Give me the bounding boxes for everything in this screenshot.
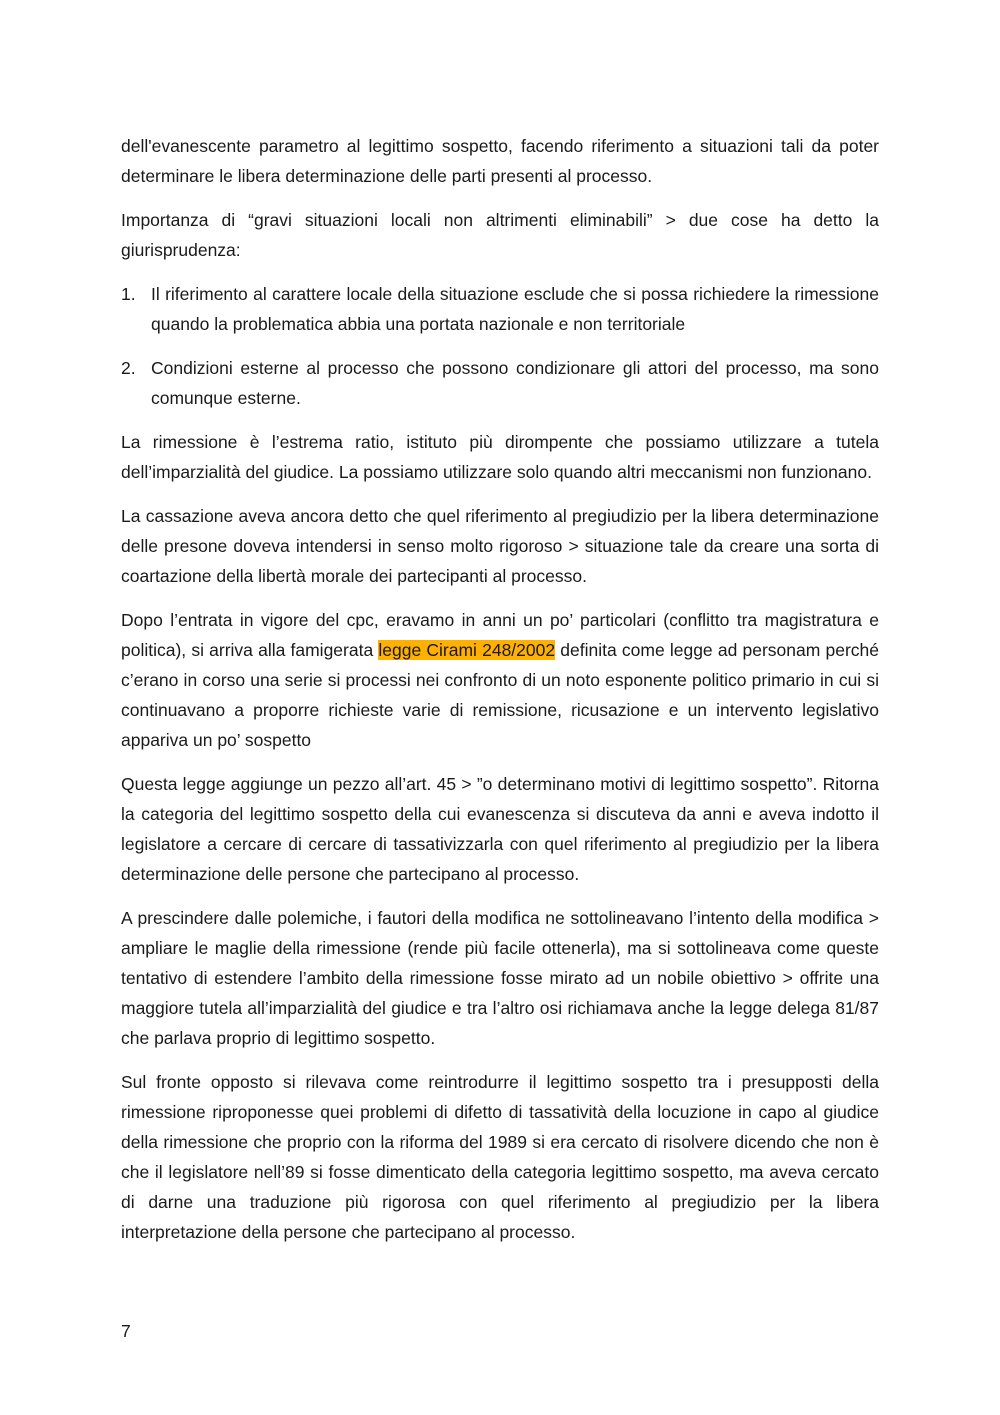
paragraph-text-after: definita come legge ad personam perché c’erano in corso una serie si processi nei confronto di un noto esponente politico primario in cui si continuavano a proporre richieste varie di remissione, ricusazione e un intervento legislativo appariva un po’ sospetto (121, 640, 879, 750)
page-number: 7 (121, 1321, 131, 1341)
highlighted-text: legge Cirami 248/2002 (378, 640, 556, 660)
paragraph-polemiche: A prescindere dalle polemiche, i fautori della modifica ne sottolineavano l’intento della modifica > ampliare le maglie della rimessione (rende più facile ottenerla), ma si sottolineava come queste tentativo di estendere l’ambito della rimessione fosse mirato ad un nobile obiettivo > offrite una maggiore tutela all’imparzialità del giudice e tra l’altro osi richiamava anche la legge delega 81/87 che parlava proprio di legittimo sospetto. (121, 908, 879, 1048)
numbered-list (121, 279, 879, 413)
list-item-text: Condizioni esterne al processo che possono condizionare gli attori del processo, ma sono comunque esterne. (151, 358, 879, 408)
list-number: 2. (121, 358, 136, 378)
list-item (121, 279, 879, 339)
paragraph-legge-cirami (121, 605, 879, 755)
document-page (121, 131, 879, 1261)
paragraph-fronte-opposto: Sul fronte opposto si rilevava come reintrodurre il legittimo sospetto tra i presupposti della rimessione riproponesse quei problemi di difetto di tassatività della locuzione in capo al giudice della rimessione che proprio con la riforma del 1989 si era cercato di risolvere dicendo che non è che il legislatore nell’89 si fosse dimenticato della categoria legittimo sospetto, ma aveva cercato di darne una traduzione più rigorosa con quel riferimento al pregiudizio per la libera interpretazione della persone che partecipano al processo. (121, 1072, 879, 1242)
list-number: 1. (121, 284, 136, 304)
list-item-text: Il riferimento al carattere locale della situazione esclude che si possa richiedere la rimessione quando la problematica abbia una portata nazionale e non territoriale (151, 284, 879, 334)
list-item (121, 353, 879, 413)
paragraph-legittimo-sospetto: dell'evanescente parametro al legittimo sospetto, facendo riferimento a situazioni tali da poter determinare le libera determinazione delle parti presenti al processo. (121, 136, 879, 186)
paragraph-cassazione: La cassazione aveva ancora detto che quel riferimento al pregiudizio per la libera determinazione delle presone doveva intendersi in senso molto rigoroso > situazione tale da creare una sorta di coartazione della libertà morale dei partecipanti al processo. (121, 506, 879, 586)
paragraph-art-45: Questa legge aggiunge un pezzo all’art. 45 > ”o determinano motivi di legittimo sospetto”. Ritorna la categoria del legittimo sospetto della cui evanescenza si discuteva da anni e aveva indotto il legislatore a cercare di cercare di tassativizzarla con quel riferimento al pregiudizio per la libera determinazione delle persone che partecipano al processo. (121, 774, 879, 884)
paragraph-importanza: Importanza di “gravi situazioni locali non altrimenti eliminabili” > due cose ha detto la giurisprudenza: (121, 210, 879, 260)
paragraph-rimessione: La rimessione è l’estrema ratio, istituto più dirompente che possiamo utilizzare a tutela dell’imparzialità del giudice. La possiamo utilizzare solo quando altri meccanismi non funzionano. (121, 432, 879, 482)
paragraph-text-before: Dopo l’entrata in vigore del cpc, eravamo in anni un po’ particolari (conflitto tra magistratura e politica), si arriva alla famigerata (121, 610, 879, 660)
